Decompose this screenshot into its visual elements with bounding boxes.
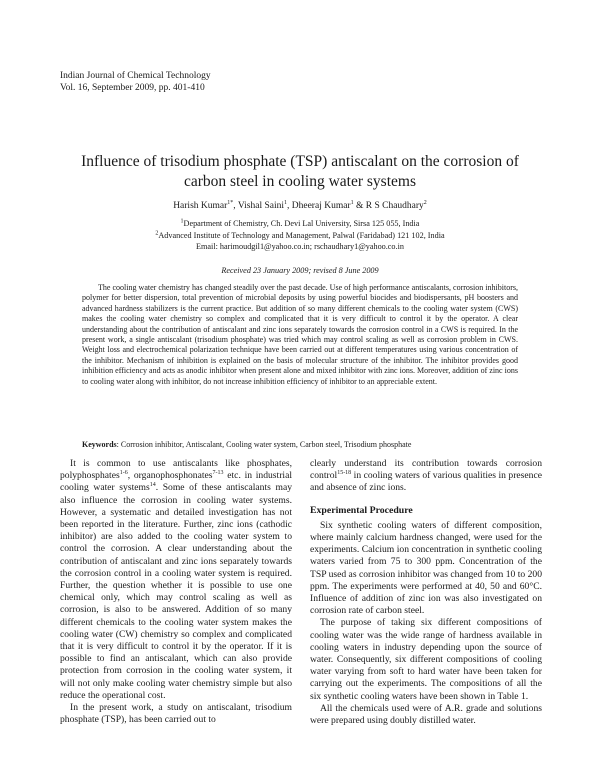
keywords-text: : Corrosion inhibitor, Antiscalant, Cooling water system, Carbon steel, Trisodium phosphate — [116, 440, 412, 449]
keywords — [82, 440, 518, 450]
affiliations — [60, 218, 540, 253]
received-dates: Received 23 January 2009; revised 8 June 2009 — [221, 266, 379, 275]
body-paragraph: In the present work, a study on antiscalant, trisodium phosphate (TSP), has been carried out to — [60, 702, 292, 726]
affiliation-line — [60, 218, 540, 230]
affiliation-text: Advanced Institute of Technology and Management, Palwal (Faridabad) 121 102, India — [158, 230, 445, 240]
abstract: The cooling water chemistry has changed steadily over the past decade. Use of high performance antiscalants, corrosion inhibitors, polymer for better dispersion, total prevention of microbial deposits by using powerful biocides and biodispersants, pH boosters and advanced hardness stabilizers is the current practice. But addition of so many different chemicals to the cooling water system (CWS) makes the cooling water chemistry so complex and complicated that it is very difficult to control it by the operator. A clear understanding about the contribution of antiscalant and zinc ions separately towards the corrosion control in a CWS is required. In the present work, a single antiscalant (trisodium phosphate) was tried which may control scaling as well as corrosion problem in CWS. Weight loss and electrochemical polarization technique have been carried out at different temperatures using various concentration of the inhibitor. Mechanism of inhibition is explained on the basis of molecular structure of the inhibitor. The inhibitor provides good inhibition efficiency and acts as anodic inhibitor when present alone and mixed inhibitor with zinc ions. Moreover, addition of zinc ions to cooling water along with inhibitor, do not increase inhibition efficiency of inhibitor to an appreciable extent. — [82, 283, 518, 386]
author-and: & — [353, 201, 366, 211]
body-paragraph: The purpose of taking six different compositions of cooling water was the wide range of hardness available in cooling waters in industry depending upon the source of water. Consequently, six different compositions of cooling water varying from soft to hard water have been taken for carrying out the experiments. The compositions of all the six synthetic cooling waters have been shown in Table 1. — [310, 617, 542, 702]
author-mark: 1 — [350, 199, 354, 206]
author-name: Harish Kumar — [173, 201, 228, 211]
body-text: . Some of these antiscalants may also influence the corrosion in cooling water systems. However, a systematic and detailed investigation has not been reported in the literature. Further, zinc ions (cathodic inhibitor) are also added to the cooling water system to control the corrosion. A clear understanding about the contribution of antiscalant and zinc ions separately towards the corrosion control in a cooling water system is required. Further, the question whether it is possible to use one chemical only, which may control scaling as well as corrosion, is also to be answered. Addition of so many different chemicals to the cooling water system makes the cooling water (CW) chemistry so complex and complicated that it is very difficult to control it by the operator. If it is possible to find an antiscalant, which can also provide protection from corrosion in the cooling water system, it will not only make cooling water chemistry simple but also reduce the operational cost. — [60, 482, 292, 701]
body-column-right — [310, 458, 542, 727]
section-heading: Experimental Procedure — [310, 504, 413, 516]
keywords-label: Keywords — [82, 440, 117, 449]
affiliation-line — [60, 230, 540, 242]
body-text: etc. in industrial cooling water systems — [60, 470, 292, 494]
author-separator: , — [233, 201, 238, 211]
journal-name: Indian Journal of Chemical Technology — [60, 71, 211, 81]
journal-header — [60, 70, 211, 94]
author-name: Dheeraj Kumar — [291, 201, 351, 211]
affiliation-text: Department of Chemistry, Ch. Devi Lal University, Sirsa 125 055, India — [183, 219, 420, 228]
body-paragraph: All the chemicals used were of A.R. grade and solutions were prepared using doubly distilled water. — [310, 702, 542, 727]
author-list — [60, 200, 540, 212]
citation: 7-13 — [212, 470, 224, 477]
body-paragraph — [60, 458, 292, 702]
journal-volume: Vol. 16, September 2009, pp. 401-410 — [60, 83, 205, 93]
body-text: clearly understand its contribution towards corrosion control — [310, 458, 542, 482]
citation: 1-6 — [119, 470, 128, 477]
body-paragraph — [310, 458, 542, 495]
body-column-left — [60, 458, 292, 726]
author-separator: , — [287, 201, 292, 211]
body-text: , organophosphonates — [127, 470, 213, 482]
citation: 14 — [149, 482, 156, 489]
affiliation-mark: 1 — [180, 218, 184, 225]
body-paragraph: Six synthetic cooling waters of different composition, where mainly calcium hardness changed, were used for the experiments. Calcium ion concentration in synthetic cooling waters varied from 75 to 300 ppm. Concentration of the TSP used as corrosion inhibitor was changed from 10 to 200 ppm. The experiments were performed at 40, 50 and 60°C. Influence of addition of zinc ion was also investigated on corrosion rate of carbon steel. — [310, 519, 542, 617]
author-mark: 2 — [423, 199, 427, 206]
citation: 15-18 — [337, 470, 352, 477]
article-title: Influence of trisodium phosphate (TSP) antiscalant on the corrosion of carbon steel in cooling water systems — [81, 153, 519, 190]
author-name: Vishal Saini — [237, 201, 285, 211]
body-text: in cooling waters of various qualities in presence and absence of zinc ions. — [310, 470, 542, 494]
author-mark: 1 — [284, 199, 288, 206]
email-line: Email: harimoudgil1@yahoo.co.in; rschaudhary1@yahoo.co.in — [196, 242, 404, 251]
affiliation-mark: 2 — [155, 229, 159, 236]
author-name: R S Chaudhary — [365, 201, 424, 211]
author-mark: 1* — [227, 199, 234, 206]
body-text: It is common to use antiscalants like phosphates, polyphosphates — [60, 458, 292, 482]
